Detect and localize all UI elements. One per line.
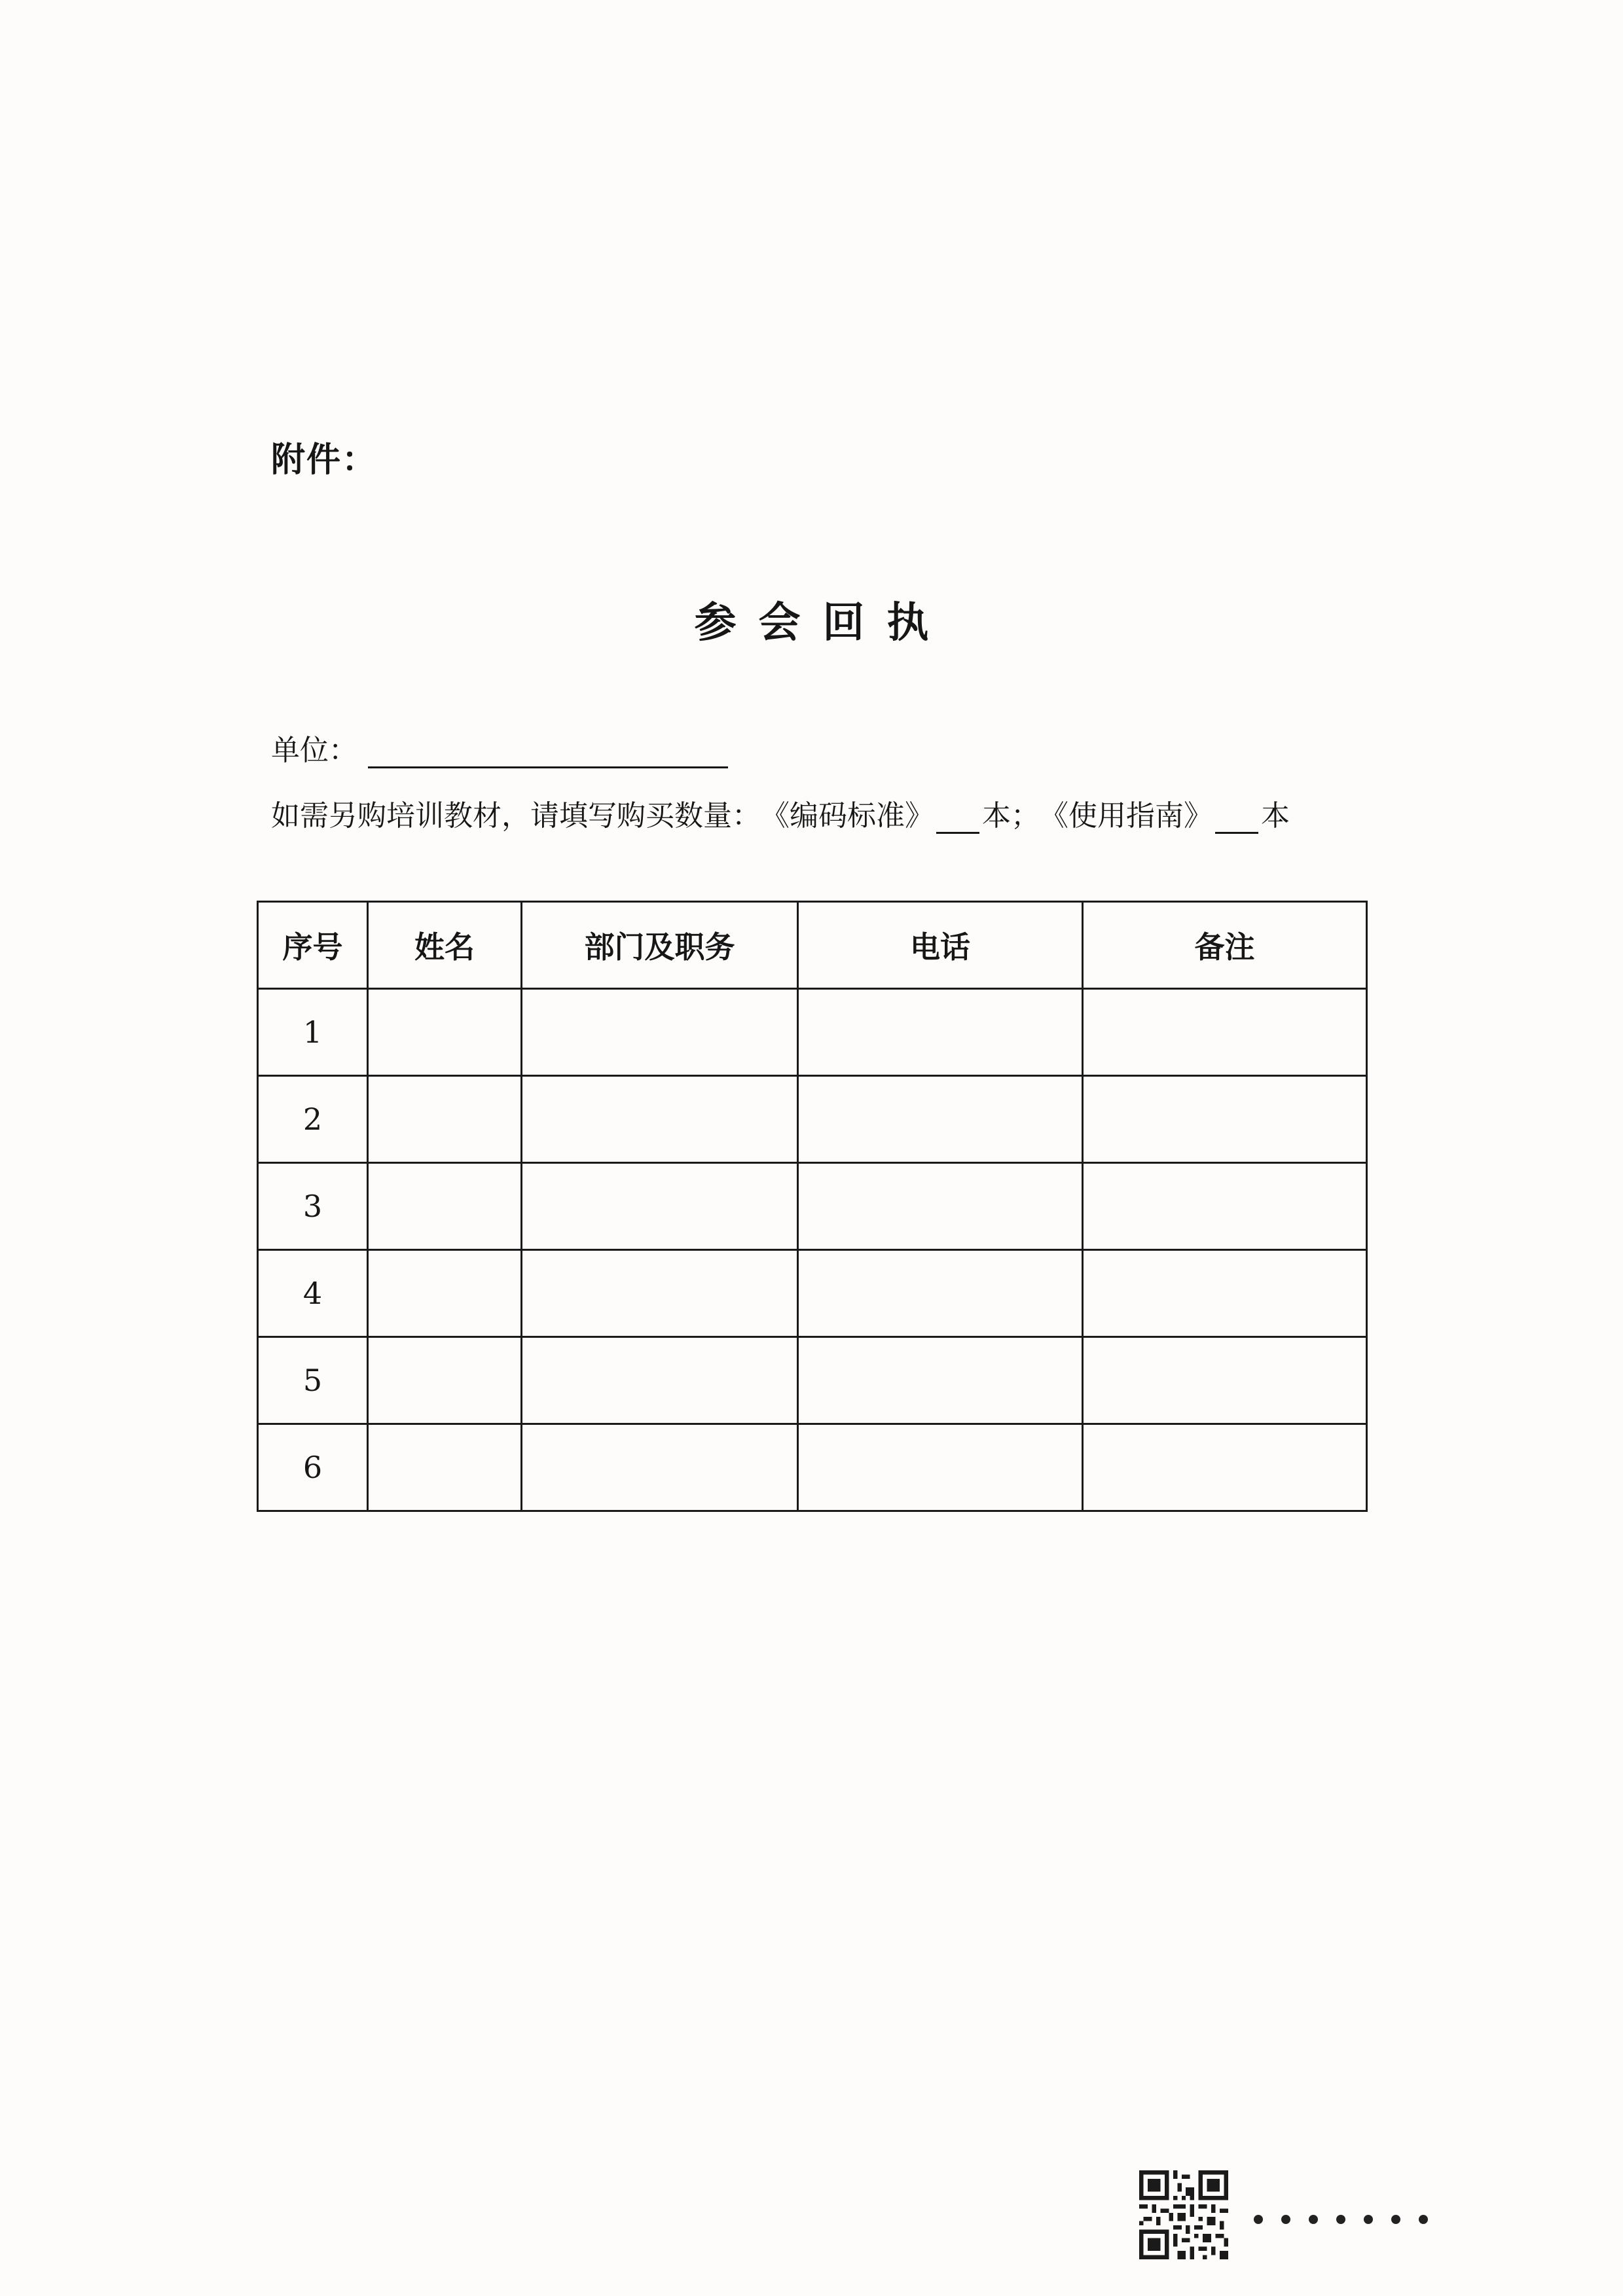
dot (1254, 2215, 1263, 2224)
name-cell[interactable] (368, 1163, 522, 1250)
name-cell[interactable] (368, 989, 522, 1076)
dot (1281, 2215, 1290, 2224)
department-cell[interactable] (522, 1337, 798, 1424)
remarks-cell[interactable] (1083, 1424, 1367, 1511)
book2-unit: 本 (1261, 799, 1290, 833)
unit-label: 单位： (271, 734, 357, 767)
purchase-line (271, 792, 1290, 834)
name-cell[interactable] (368, 1076, 522, 1163)
row-index: 5 (258, 1337, 368, 1424)
table-row (258, 989, 1367, 1076)
table-row (258, 1337, 1367, 1424)
qr-code-icon (1139, 2170, 1228, 2259)
document-title: 参会回执 (694, 598, 951, 647)
book1-title: 《编码标准》 (761, 799, 934, 833)
row-index: 1 (258, 989, 368, 1076)
table-row (258, 1163, 1367, 1250)
row-index: 6 (258, 1424, 368, 1511)
attendee-table (257, 901, 1368, 1512)
department-cell[interactable] (522, 1163, 798, 1250)
phone-cell[interactable] (798, 1337, 1083, 1424)
header-remarks: 备注 (1083, 902, 1367, 989)
phone-cell[interactable] (798, 989, 1083, 1076)
header-index: 序号 (258, 902, 368, 989)
name-cell[interactable] (368, 1250, 522, 1337)
remarks-cell[interactable] (1083, 1163, 1367, 1250)
table-row (258, 1250, 1367, 1337)
phone-cell[interactable] (798, 1250, 1083, 1337)
header-department-position: 部门及职务 (522, 902, 798, 989)
table-row (258, 1424, 1367, 1511)
book2-title: 《使用指南》 (1040, 799, 1213, 833)
department-cell[interactable] (522, 1076, 798, 1163)
phone-cell[interactable] (798, 1424, 1083, 1511)
dot (1391, 2215, 1400, 2224)
header-phone: 电话 (798, 902, 1083, 989)
book1-unit: 本； (982, 799, 1040, 833)
unit-blank-field[interactable] (368, 730, 728, 768)
book2-quantity-blank[interactable] (1215, 799, 1258, 834)
phone-cell[interactable] (798, 1163, 1083, 1250)
remarks-cell[interactable] (1083, 1076, 1367, 1163)
department-cell[interactable] (522, 1250, 798, 1337)
row-index: 4 (258, 1250, 368, 1337)
dot (1336, 2215, 1345, 2224)
attachment-label: 附件： (271, 440, 378, 480)
row-index: 2 (258, 1076, 368, 1163)
book1-quantity-blank[interactable] (936, 799, 979, 834)
dot (1364, 2215, 1373, 2224)
dot-row (1254, 2215, 1428, 2224)
name-cell[interactable] (368, 1424, 522, 1511)
table-row (258, 1076, 1367, 1163)
purchase-prefix: 如需另购培训教材，请填写购买数量： (271, 799, 761, 833)
header-name: 姓名 (368, 902, 522, 989)
department-cell[interactable] (522, 1424, 798, 1511)
row-index: 3 (258, 1163, 368, 1250)
dot (1309, 2215, 1318, 2224)
remarks-cell[interactable] (1083, 989, 1367, 1076)
dot (1419, 2215, 1428, 2224)
department-cell[interactable] (522, 989, 798, 1076)
name-cell[interactable] (368, 1337, 522, 1424)
remarks-cell[interactable] (1083, 1337, 1367, 1424)
table-header-row (258, 902, 1367, 989)
phone-cell[interactable] (798, 1076, 1083, 1163)
remarks-cell[interactable] (1083, 1250, 1367, 1337)
unit-line (271, 726, 728, 768)
